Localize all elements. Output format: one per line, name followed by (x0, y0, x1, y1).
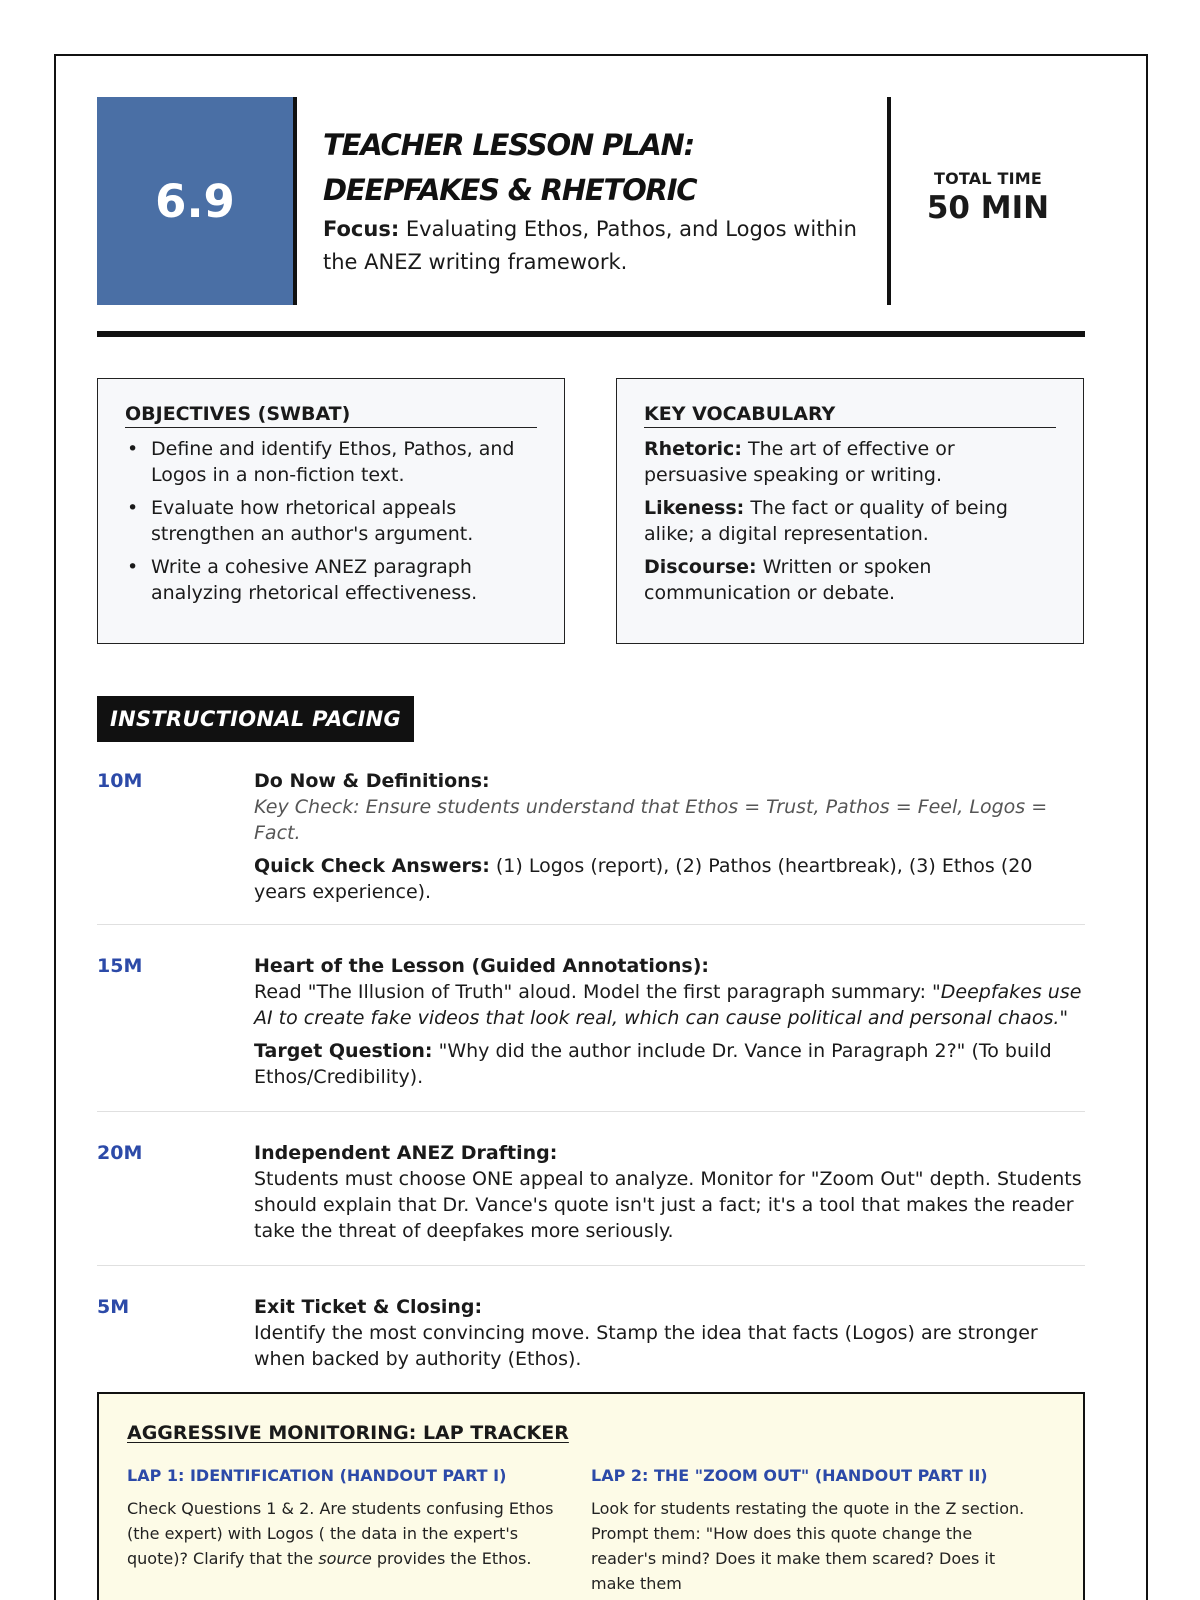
pacing-detail (254, 979, 1085, 1031)
pacing-text: Read "The Illusion of Truth" aloud. Model the first paragraph summary: (254, 981, 926, 1003)
pacing-text: Students must choose ONE appeal to analyze. Monitor for "Zoom Out" depth. Students should explain that Dr. Vance's quote isn't just a fact; it's a tool that makes the reader take the threat of deepfakes more seriously. (254, 1168, 1082, 1242)
lap-title: LAP 2: THE "ZOOM OUT" (HANDOUT PART II) (591, 1466, 988, 1485)
pacing-row (97, 925, 1085, 1112)
objective-item: • Evaluate how rhetorical appeals strengthen an author's argument. (125, 495, 537, 547)
pacing-list (97, 768, 1085, 1372)
pacing-text: (1) Logos (report), (2) Pathos (heartbreak), (3) Ethos (20 years experience). (254, 855, 1033, 903)
pacing-content (254, 768, 1085, 905)
pacing-row (97, 1266, 1085, 1372)
title-area (323, 123, 868, 279)
pacing-row (97, 768, 1085, 925)
pacing-content (254, 953, 1085, 1090)
objectives-heading: OBJECTIVES (SWBAT) (125, 403, 537, 428)
pacing-duration: 15M (97, 955, 143, 977)
pacing-content (254, 1140, 1085, 1244)
lap-2 (591, 1465, 1055, 1596)
pacing-title: Exit Ticket & Closing: (254, 1296, 483, 1318)
pacing-label: Quick Check Answers: (254, 855, 490, 877)
objectives-list (125, 436, 537, 606)
focus-statement (323, 213, 868, 279)
lap-1 (127, 1465, 591, 1596)
objectives-box (97, 378, 565, 644)
pacing-title: Independent ANEZ Drafting: (254, 1142, 558, 1164)
pacing-text: Identify the most convincing move. Stamp the idea that facts (Logos) are stronger when backed by authority (Ethos). (254, 1322, 1038, 1370)
pacing-title: Do Now & Definitions: (254, 770, 490, 792)
pacing-quote: "Deepfakes use AI to create fake videos that look real, which can cause political and personal chaos." (254, 981, 1082, 1029)
lap-text-part: provides the Ethos. (376, 1549, 532, 1568)
lap-title: LAP 1: IDENTIFICATION (HANDOUT PART I) (127, 1466, 507, 1485)
pacing-note: Key Check: Ensure students understand that Ethos = Trust, Pathos = Feel, Logos = Fact. (254, 796, 1048, 844)
lap-tracker-heading: AGGRESSIVE MONITORING: LAP TRACKER (127, 1422, 569, 1444)
pacing-detail (254, 1038, 1085, 1090)
focus-text: Evaluating Ethos, Pathos, and Logos within the ANEZ writing framework. (323, 217, 857, 274)
pacing-title: Heart of the Lesson (Guided Annotations): (254, 955, 710, 977)
vocabulary-box (616, 378, 1084, 644)
lap-text-emphasis: source (318, 1549, 372, 1568)
vocab-definition: The art of effective or persuasive speaking or writing. (644, 438, 955, 486)
vocabulary-heading: KEY VOCABULARY (644, 403, 1056, 428)
lap-tracker-box (97, 1392, 1085, 1600)
objective-item: • Define and identify Ethos, Pathos, and Logos in a non-fiction text. (125, 436, 537, 488)
lap-text-part: Check Questions 1 & 2. Are students confusing Ethos (the expert) with Logos ( the data in the expert's quote)? Clarify that the (127, 1499, 554, 1568)
pacing-duration: 5M (97, 1296, 130, 1318)
total-time-label: TOTAL TIME (933, 169, 1043, 188)
page-title: TEACHER LESSON PLAN: DEEPFAKES & RHETORIC (323, 128, 697, 207)
lesson-header (97, 97, 1085, 305)
lesson-number-badge: 6.9 (97, 97, 297, 305)
pacing-content (254, 1294, 1085, 1372)
total-time (891, 169, 1085, 226)
vocab-term: Likeness: (644, 497, 745, 519)
lesson-plan-page (54, 54, 1148, 1600)
vocab-definition: Written or spoken communication or debate. (644, 556, 932, 604)
pacing-text: "Why did the author include Dr. Vance in Paragraph 2?" (To build Ethos/Credibility). (254, 1040, 1052, 1088)
header-rule (97, 331, 1085, 337)
total-time-value: 50 MIN (926, 190, 1050, 226)
vocab-term: Rhetoric: (644, 438, 742, 460)
pacing-row (97, 1112, 1085, 1266)
pacing-label: Target Question: (254, 1040, 433, 1062)
lap-text: Look for students restating the quote in the Z section. Prompt them: "How does this quote change the reader's mind? Does it make them scared? Does it make them (591, 1499, 1025, 1593)
objective-item: • Write a cohesive ANEZ paragraph analyzing rhetorical effectiveness. (125, 554, 537, 606)
vocab-term: Discourse: (644, 556, 757, 578)
focus-label: Focus: (323, 217, 400, 241)
vocab-definition: The fact or quality of being alike; a digital representation. (644, 497, 1008, 545)
pacing-duration: 10M (97, 770, 143, 792)
vocab-item (644, 436, 1056, 488)
lap-text (127, 1496, 569, 1571)
pacing-detail (254, 853, 1085, 905)
lap-columns (127, 1465, 1055, 1596)
pacing-duration: 20M (97, 1142, 143, 1164)
vocab-item (644, 495, 1056, 547)
vocab-item (644, 554, 1056, 606)
pacing-heading: INSTRUCTIONAL PACING (97, 696, 414, 742)
